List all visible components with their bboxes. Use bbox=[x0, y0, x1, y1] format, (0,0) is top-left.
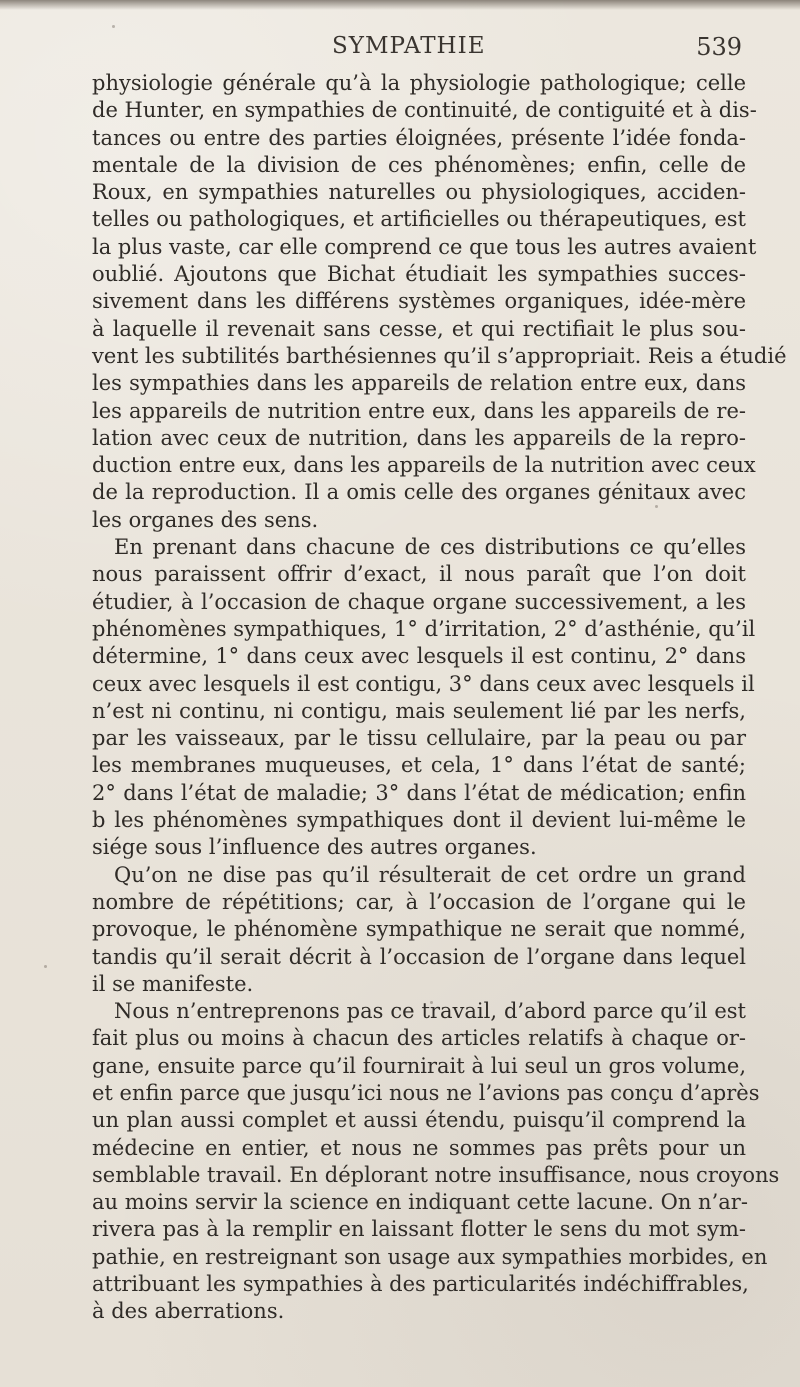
text-line: étudier, à l’occasion de chaque organe successivement, a les bbox=[92, 589, 746, 614]
text-line: au moins servir la science en indiquant cette lacune. On n’ar- bbox=[92, 1190, 748, 1215]
text-line: phénomènes sympathiques, 1° d’irritation, 2° d’asthénie, qu’il bbox=[92, 616, 756, 641]
text-line: les sympathies dans les appareils de relation entre eux, dans bbox=[92, 371, 746, 396]
text-line: En prenant dans chacune de ces distributions ce qu’elles bbox=[114, 535, 746, 560]
text-line: de la reproduction. Il a omis celle des organes génitaux avec bbox=[92, 480, 746, 505]
text-line: pathie, en restreignant son usage aux sympathies morbides, en bbox=[92, 1244, 768, 1269]
text-line: n’est ni continu, ni contigu, mais seulement lié par les nerfs, bbox=[92, 698, 746, 723]
text-line: ceux avec lesquels il est contigu, 3° dans ceux avec lesquels il bbox=[92, 671, 755, 696]
text-line: telles ou pathologiques, et artificielles ou thérapeutiques, est bbox=[92, 207, 746, 232]
running-title: SYMPATHIE bbox=[332, 33, 486, 59]
text-line: gane, ensuite parce qu’il fournirait à lui seul un gros volume, bbox=[92, 1053, 746, 1078]
text-line: b les phénomènes sympathiques dont il devient lui-même le bbox=[92, 808, 746, 833]
text-line: rivera pas à la remplir en laissant flotter le sens du mot sym- bbox=[92, 1217, 746, 1242]
paper-speck bbox=[44, 965, 47, 968]
text-line: sivement dans les différens systèmes organiques, idée-mère bbox=[92, 289, 746, 314]
text-line: fait plus ou moins à chacun des articles relatifs à chaque or- bbox=[92, 1026, 746, 1051]
text-line: Nous n’entreprenons pas ce travail, d’abord parce qu’il est bbox=[114, 999, 746, 1024]
paper-speck bbox=[112, 25, 115, 28]
text-line: et enfin parce que jusqu’ici nous ne l’avions pas conçu d’après bbox=[92, 1080, 760, 1105]
text-line: provoque, le phénomène sympathique ne serait que nommé, bbox=[92, 917, 746, 942]
text-line: un plan aussi complet et aussi étendu, puisqu’il comprend la bbox=[92, 1108, 746, 1133]
text-line: les membranes muqueuses, et cela, 1° dans l’état de santé; bbox=[92, 753, 746, 778]
text-line: à laquelle il revenait sans cesse, et qui rectifiait le plus sou- bbox=[92, 316, 746, 341]
text-line: vent les subtilités barthésiennes qu’il s’appropriait. Reis a étudié bbox=[92, 343, 787, 368]
text-line: nous paraissent offrir d’exact, il nous paraît que l’on doit bbox=[92, 562, 746, 587]
text-line: médecine en entier, et nous ne sommes pas prêts pour un bbox=[92, 1135, 746, 1160]
text-line: Qu’on ne dise pas qu’il résulterait de cet ordre un grand bbox=[114, 862, 746, 887]
text-line: mentale de la division de ces phénomènes; enfin, celle de bbox=[92, 152, 746, 177]
paper-speck bbox=[655, 505, 658, 508]
text-line: lation avec ceux de nutrition, dans les appareils de la repro- bbox=[92, 425, 746, 450]
text-line: à des aberrations. bbox=[92, 1299, 285, 1324]
text-line: tances ou entre des parties éloignées, présente l’idée fonda- bbox=[92, 125, 746, 150]
text-line: nombre de répétitions; car, à l’occasion de l’organe qui le bbox=[92, 889, 746, 914]
text-line: la plus vaste, car elle comprend ce que tous les autres avaient bbox=[92, 234, 757, 259]
text-line: tandis qu’il serait décrit à l’occasion de l’organe dans lequel bbox=[92, 944, 746, 969]
page-number: 539 bbox=[696, 33, 742, 61]
page-text bbox=[92, 70, 787, 1326]
text-line: semblable travail. En déplorant notre insuffisance, nous croyons bbox=[92, 1162, 780, 1187]
text-line: 2° dans l’état de maladie; 3° dans l’état de médication; enfin bbox=[92, 780, 746, 805]
text-line: duction entre eux, dans les appareils de la nutrition avec ceux bbox=[92, 453, 756, 478]
text-line: siége sous l’influence des autres organes. bbox=[92, 835, 537, 860]
text-line: il se manifeste. bbox=[92, 971, 254, 996]
text-line: les appareils de nutrition entre eux, dans les appareils de re- bbox=[92, 398, 746, 423]
text-line: oublié. Ajoutons que Bichat étudiait les sympathies succes- bbox=[92, 262, 746, 287]
paper-speck bbox=[430, 1001, 433, 1004]
text-line: par les vaisseaux, par le tissu cellulaire, par la peau ou par bbox=[92, 726, 746, 751]
text-line: physiologie générale qu’à la physiologie pathologique; celle bbox=[92, 71, 746, 95]
text-line: les organes des sens. bbox=[92, 507, 319, 532]
text-line: de Hunter, en sympathies de continuité, de contiguité et à dis- bbox=[92, 98, 757, 123]
page-edge-shadow bbox=[0, 0, 800, 10]
page-header bbox=[92, 33, 742, 73]
text-line: Roux, en sympathies naturelles ou physiologiques, acciden- bbox=[92, 180, 746, 205]
text-line: attribuant les sympathies à des particularités indéchiffrables, bbox=[92, 1272, 749, 1297]
text-line: détermine, 1° dans ceux avec lesquels il est continu, 2° dans bbox=[92, 644, 746, 669]
